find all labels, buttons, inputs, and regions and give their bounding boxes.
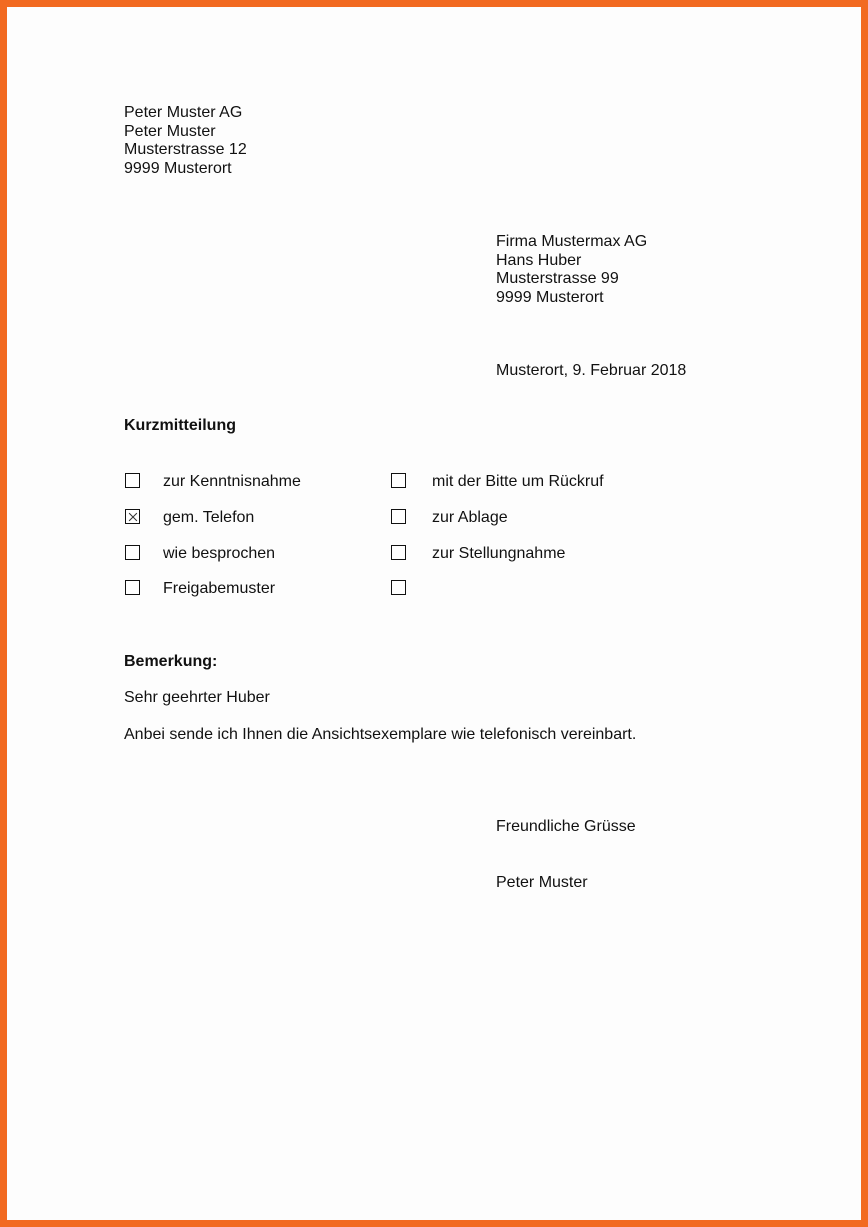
body-text: Anbei sende ich Ihnen die Ansichtsexemplare wie telefonisch vereinbart. [124,726,637,743]
checkbox-stellungnahme[interactable] [391,545,406,560]
checkbox-ablage[interactable] [391,509,406,524]
signature-name: Peter Muster [496,874,588,891]
checkbox-wie-besprochen[interactable] [125,545,140,560]
sender-city: 9999 Musterort [124,159,232,177]
checkbox-label: Freigabemuster [163,580,276,597]
recipient-name: Hans Huber [496,251,582,269]
checkbox-freigabemuster[interactable] [125,580,140,595]
recipient-city: 9999 Musterort [496,288,604,306]
date-line: Musterort, 9. Februar 2018 [496,362,687,379]
checkbox-gem-telefon[interactable] [125,509,140,524]
checkbox-label: mit der Bitte um Rückruf [432,473,604,490]
checkbox-label: gem. Telefon [163,509,255,526]
sender-address [124,104,247,178]
checkbox-kenntnisnahme[interactable] [125,473,140,488]
checkbox-label: zur Kenntnisnahme [163,473,301,490]
remark-heading: Bemerkung: [124,653,218,670]
checkbox-label: zur Ablage [432,509,508,526]
document-heading: Kurzmitteilung [124,417,236,434]
sender-company: Peter Muster AG [124,104,243,121]
recipient-street: Musterstrasse 99 [496,270,619,287]
sender-street: Musterstrasse 12 [124,141,247,158]
checkbox-label: wie besprochen [163,545,276,562]
closing: Freundliche Grüsse [496,818,636,835]
recipient-company: Firma Mustermax AG [496,233,648,250]
salutation: Sehr geehrter Huber [124,689,270,706]
checkbox-blank[interactable] [391,580,406,595]
recipient-address [496,233,647,307]
checkbox-label: zur Stellungnahme [432,545,566,562]
checkbox-rueckruf[interactable] [391,473,406,488]
sender-name: Peter Muster [124,122,216,140]
